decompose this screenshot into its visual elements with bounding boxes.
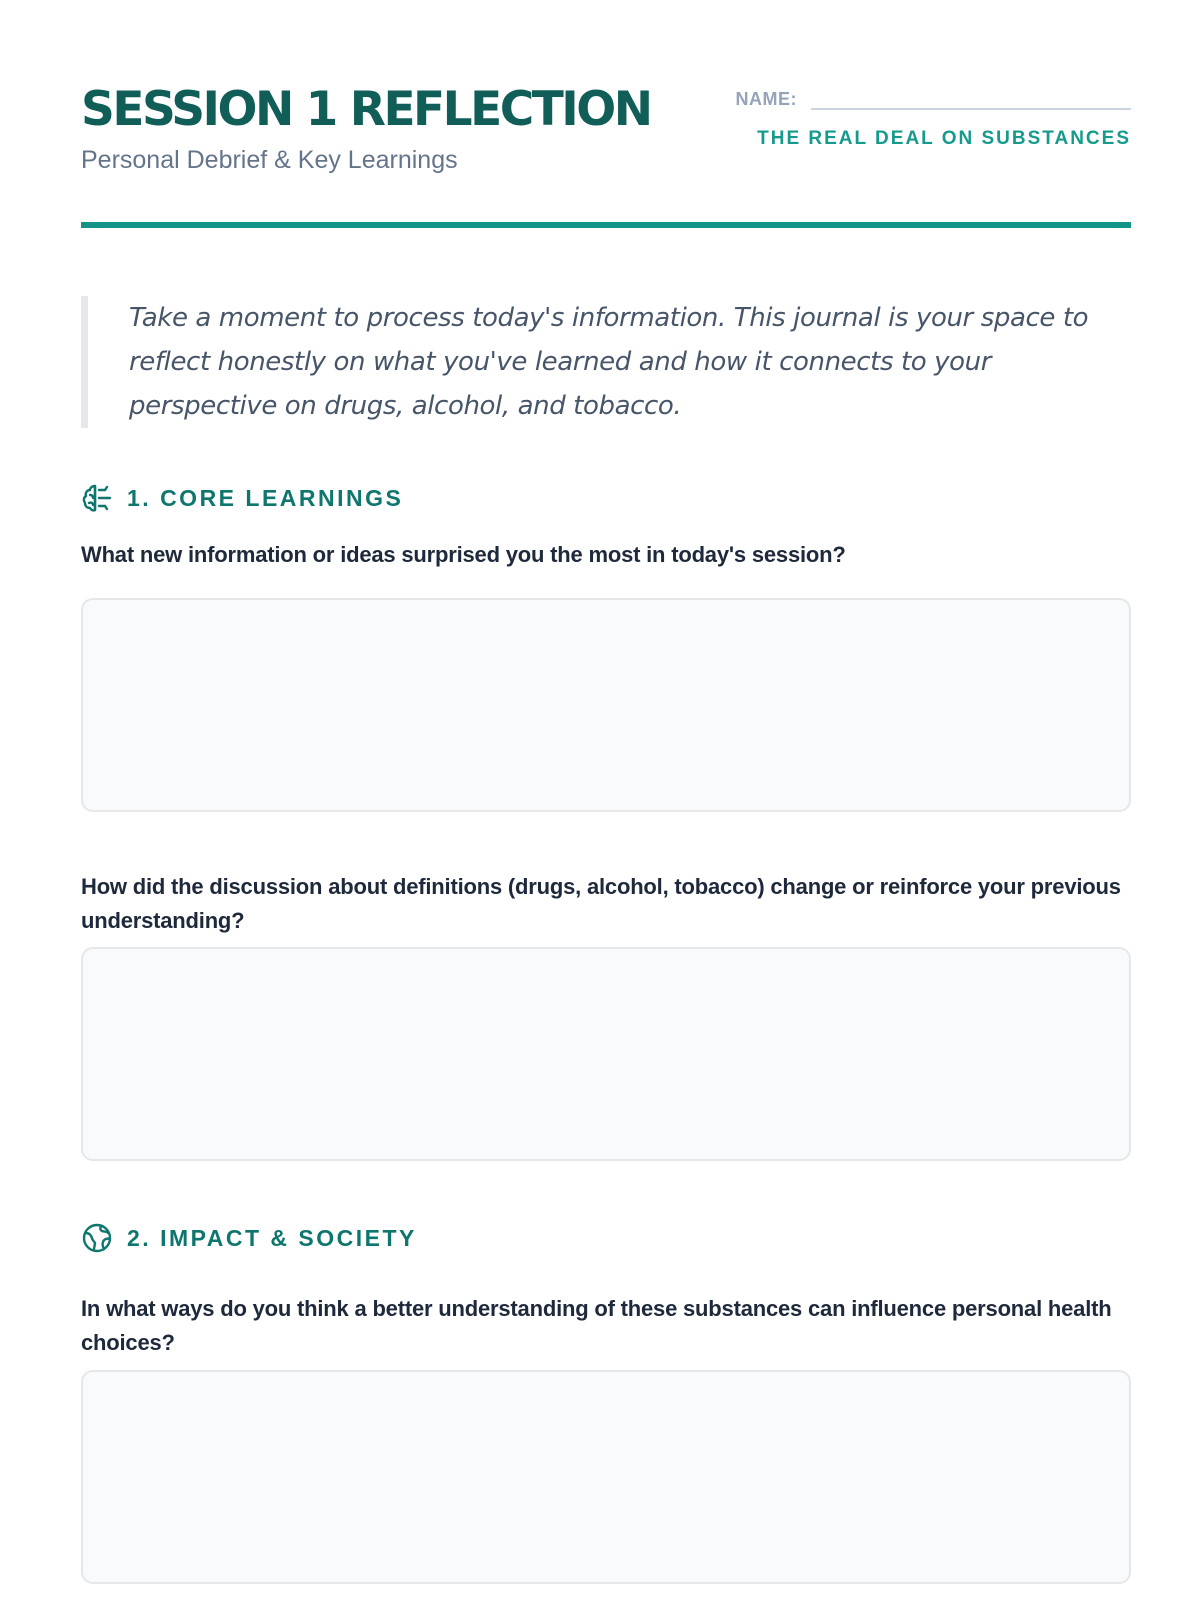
section-title: 1. CORE LEARNINGS [127, 484, 404, 511]
worksheet-page [81, 0, 1131, 1355]
answer-box[interactable] [81, 1370, 1131, 1584]
name-input[interactable] [811, 84, 1131, 110]
intro-text: Take a moment to process today's information. This journal is your space to reflect honestly on what you've learned and how it connects to your perspective on drugs, alcohol, and tobacco. [129, 303, 1089, 421]
name-label: NAME: [735, 89, 797, 109]
header-divider [81, 222, 1131, 228]
section-title: 2. IMPACT & SOCIETY [127, 1224, 417, 1251]
brain-icon [81, 482, 113, 514]
question-prompt: How did the discussion about definitions (drugs, alcohol, tobacco) change or reinforce your previous understanding? [81, 874, 1121, 933]
name-field-row [736, 84, 1132, 110]
section-impact-society [81, 1222, 417, 1254]
question-prompt: In what ways do you think a better understanding of these substances can influence personal health choices? [81, 1296, 1112, 1355]
answer-box[interactable] [81, 598, 1131, 812]
section-core-learnings [81, 482, 403, 514]
question-prompt: What new information or ideas surprised you the most in today's session? [81, 542, 846, 567]
course-tag: THE REAL DEAL ON SUBSTANCES [757, 128, 1131, 149]
answer-box[interactable] [81, 947, 1131, 1161]
intro-callout [81, 296, 1131, 428]
globe-icon [81, 1222, 113, 1254]
page-subtitle: Personal Debrief & Key Learnings [81, 146, 458, 174]
page-title: SESSION 1 REFLECTION [81, 82, 651, 137]
worksheet-header [81, 0, 1131, 230]
